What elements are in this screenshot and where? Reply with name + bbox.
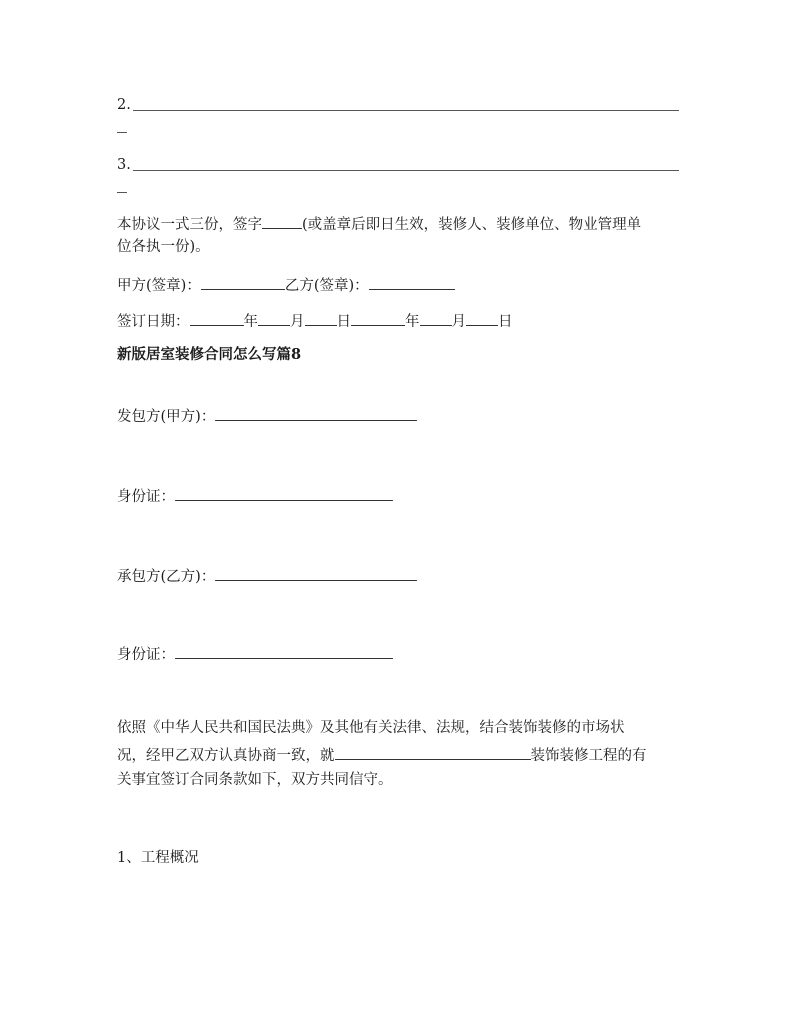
- project-name-blank: [335, 744, 531, 760]
- agreement-line-1: [117, 213, 641, 235]
- signature-row: [117, 274, 455, 296]
- id-card-blank-2: [175, 643, 393, 659]
- preamble-line-1: 依照《中华人民共和国民法典》及其他有关法律、法规，结合装饰装修的市场状: [117, 720, 625, 736]
- preamble-line-2: [117, 744, 647, 766]
- day-blank-2: [466, 310, 498, 326]
- preamble-line-3: 关事宜签订合同条款如下，双方共同信守。: [117, 772, 393, 788]
- date-label: 签订日期：: [117, 314, 190, 330]
- party-b-blank: [369, 274, 455, 290]
- year-blank-1: [190, 310, 244, 326]
- employer-row: [117, 405, 417, 427]
- preamble-text-b: 装饰装修工程的有: [530, 748, 647, 764]
- day-label-2: 日: [498, 314, 513, 330]
- id-card-label-2: 身份证：: [117, 647, 175, 663]
- item-2-continuation: [117, 132, 127, 133]
- item-3-continuation: [117, 192, 127, 193]
- id-card-row-2: [117, 643, 393, 665]
- employer-label: 发包方(甲方)：: [117, 409, 216, 425]
- agreement-text-b: (或盖章后即日生效，装修人、装修单位、物业管理单: [302, 217, 642, 233]
- month-label-2: 月: [451, 314, 466, 330]
- preamble-text-a: 况，经甲乙双方认真协商一致，就: [117, 748, 335, 764]
- contractor-label: 承包方(乙方)：: [117, 569, 216, 585]
- month-label-1: 月: [290, 314, 305, 330]
- contractor-row: [117, 565, 417, 587]
- id-card-row-1: [117, 485, 393, 507]
- id-card-blank-1: [175, 485, 393, 501]
- section-heading: 新版居室装修合同怎么写篇8: [117, 346, 302, 363]
- party-b-label: 乙方(签章)：: [284, 278, 369, 294]
- signature-blank: [262, 213, 302, 229]
- item-3-blank: [133, 170, 679, 171]
- agreement-text-a: 本协议一式三份，签字: [117, 217, 262, 233]
- agreement-line-2: 位各执一份)。: [117, 239, 210, 255]
- contractor-blank: [215, 565, 417, 581]
- item-2-label: 2.: [117, 97, 131, 113]
- date-row: [117, 310, 513, 332]
- item-3-label: 3.: [117, 157, 131, 173]
- party-a-label: 甲方(签章)：: [117, 278, 201, 294]
- month-blank-1: [258, 310, 290, 326]
- item-2-blank: [133, 110, 679, 111]
- employer-blank: [215, 405, 417, 421]
- id-card-label-1: 身份证：: [117, 489, 175, 505]
- year-label-2: 年: [405, 314, 420, 330]
- clause-1-title: 1、工程概况: [117, 850, 199, 866]
- day-label-1: 日: [336, 314, 351, 330]
- day-blank-1: [305, 310, 337, 326]
- year-blank-2: [351, 310, 405, 326]
- year-label-1: 年: [243, 314, 258, 330]
- party-a-blank: [201, 274, 285, 290]
- month-blank-2: [420, 310, 452, 326]
